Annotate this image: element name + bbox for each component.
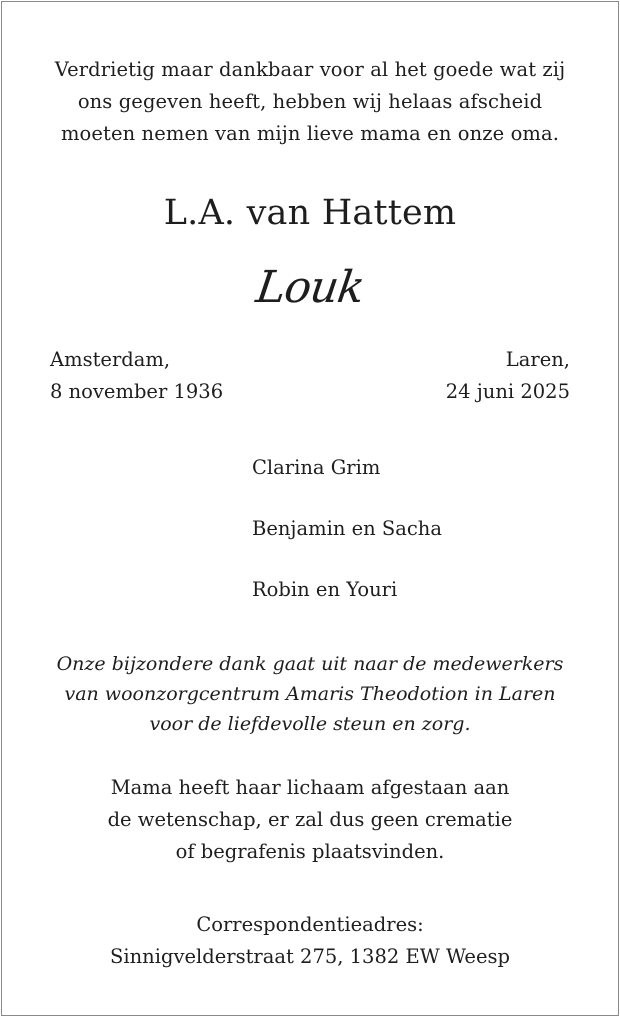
thanks-line-1: Onze bijzondere dank gaat uit naar de medewerkers (56, 653, 564, 675)
family-member: Benjamin en Sacha (252, 517, 442, 540)
body-donation-note (0, 772, 620, 868)
note-line-1: Mama heeft haar lichaam afgestaan aan (110, 776, 510, 799)
family-list (252, 452, 442, 635)
death-info (446, 344, 570, 408)
note-line-2: de wetenschap, er zal dus geen crematie (107, 808, 513, 831)
intro-line-3: moeten nemen van mijn lieve mama en onze oma. (60, 122, 560, 145)
correspondence-street: Sinnigvelderstraat 275, 1382 EW Weesp (110, 945, 510, 968)
intro-text (0, 54, 620, 150)
deceased-full-name: L.A. van Hattem (163, 193, 457, 233)
birth-place: Amsterdam, (50, 348, 171, 371)
birth-date: 8 november 1936 (50, 380, 224, 403)
correspondence-label: Correspondentieadres: (196, 913, 424, 936)
correspondence-address (0, 909, 620, 973)
family-member: Clarina Grim (252, 456, 381, 479)
family-member: Robin en Youri (252, 578, 398, 601)
death-place: Laren, (505, 348, 570, 371)
thanks-line-3: voor de liefdevolle steun en zorg. (149, 713, 471, 735)
deceased-call-name: Louk (253, 262, 368, 313)
thanks-line-2: van woonzorgcentrum Amaris Theodotion in Laren (64, 683, 556, 705)
note-line-3: of begrafenis plaatsvinden. (175, 840, 445, 863)
intro-line-2: ons gegeven heeft, hebben wij helaas afscheid (77, 90, 543, 113)
birth-info (50, 344, 223, 408)
death-date: 24 juni 2025 (445, 380, 570, 403)
thanks-text (0, 649, 620, 739)
intro-line-1: Verdrietig maar dankbaar voor al het goede wat zij (54, 58, 566, 81)
